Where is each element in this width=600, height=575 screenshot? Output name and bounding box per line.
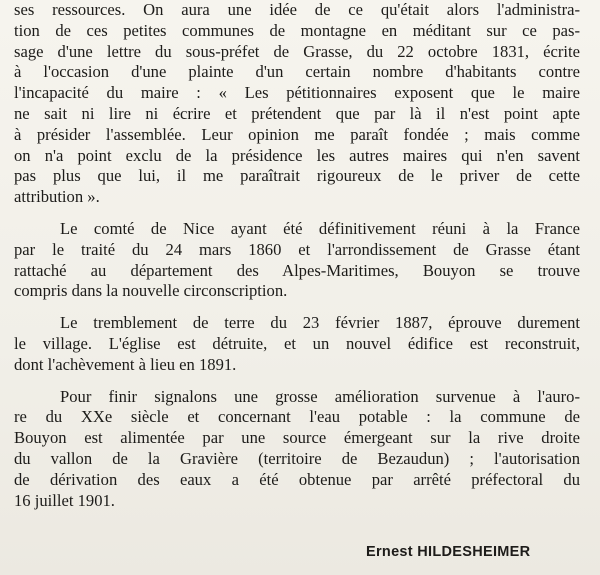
paragraph-comte-de-nice	[14, 219, 580, 302]
text-line: de dérivation des eaux a été obtenue par arrêté préfectoral du	[14, 469, 580, 489]
text-line: sage d'une lettre du sous-préfet de Grasse, du 22 octobre 1831, écrite	[14, 41, 580, 61]
document-body	[14, 0, 580, 511]
text-line: on n'a point exclu de la présidence les autres maires qui n'en savent	[14, 145, 580, 165]
text-line: le village. L'église est détruite, et un nouvel édifice est reconstruit,	[14, 333, 580, 353]
text-line: à présider l'assemblée. Leur opinion me paraît fondée ; mais comme	[14, 124, 580, 144]
text-line: l'incapacité du maire : « Les pétitionnaires exposent que le maire	[14, 83, 580, 103]
text-line: Le comté de Nice ayant été définitivement réuni à la France	[60, 218, 580, 238]
text-line: compris dans la nouvelle circonscription.	[14, 281, 288, 301]
text-line: pas plus que lui, il me paraîtrait rigoureux de le priver de cette	[14, 166, 580, 186]
text-line: ses ressources. On aura une idée de ce qu'était alors l'administra-	[14, 0, 580, 19]
text-line: par le traité du 24 mars 1860 et l'arrondissement de Grasse étant	[14, 239, 580, 259]
paragraph-eau-potable	[14, 387, 580, 512]
text-line: Bouyon est alimentée par une source émergeant sur la rive droite	[14, 428, 580, 448]
text-line: du vallon de la Gravière (territoire de Bezaudun) ; l'autorisation	[14, 448, 580, 468]
paragraph-administration	[14, 0, 580, 208]
text-line: re du XXe siècle et concernant l'eau potable : la commune de	[14, 407, 580, 427]
text-line: Pour finir signalons une grosse amélioration survenue à l'auro-	[60, 386, 580, 406]
text-line: dont l'achèvement à lieu en 1891.	[14, 354, 237, 374]
text-line: ne sait ni lire ni écrire et prétendent que par là il n'est point apte	[14, 103, 580, 123]
text-line: Le tremblement de terre du 23 février 1887, éprouve durement	[60, 313, 580, 333]
text-line: à l'occasion d'une plainte d'un certain nombre d'habitants contre	[14, 62, 580, 82]
text-line: attribution ».	[14, 187, 100, 207]
author-signature: Ernest HILDESHEIMER	[366, 544, 531, 560]
text-line: tion de ces petites communes de montagne en méditant sur ce pas-	[14, 20, 580, 40]
text-line: 16 juillet 1901.	[14, 490, 115, 510]
text-line: rattaché au département des Alpes-Maritimes, Bouyon se trouve	[14, 260, 580, 280]
paragraph-tremblement	[14, 313, 580, 375]
